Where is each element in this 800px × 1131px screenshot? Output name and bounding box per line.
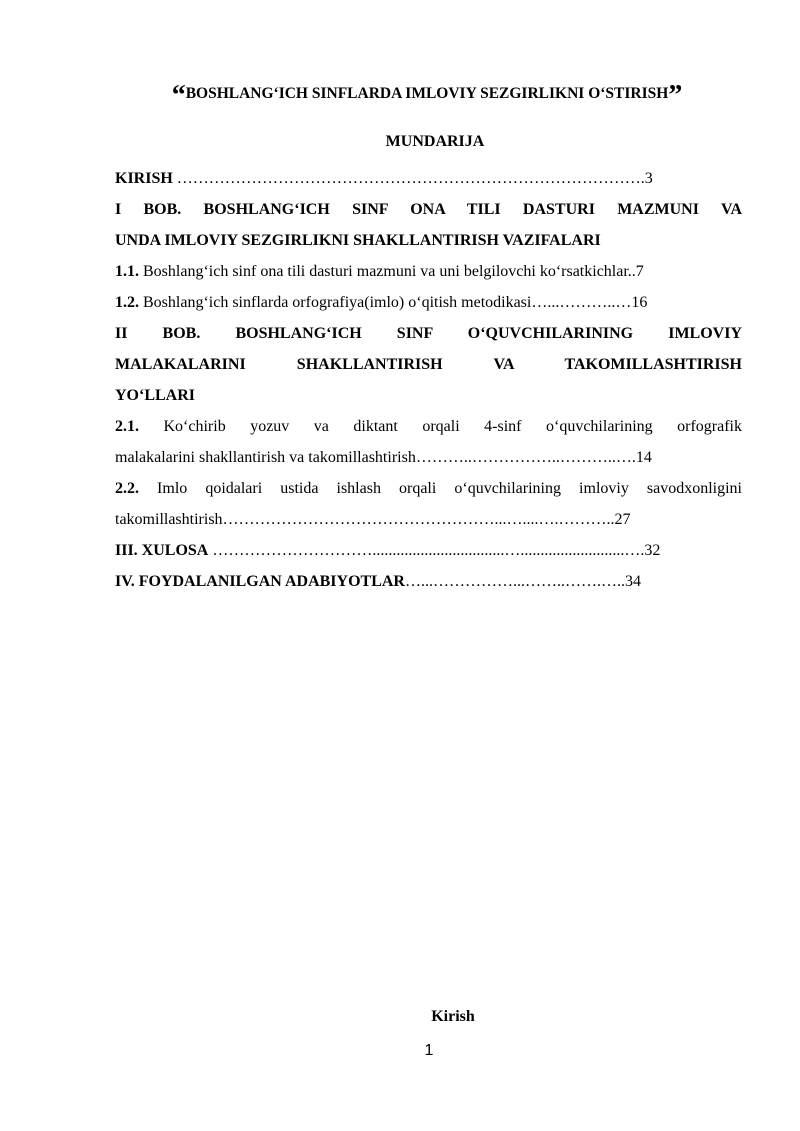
toc-section-line: takomillashtirish……………………………………………...…....….………..27 [115, 511, 631, 528]
toc-entry-section-2-2[interactable] [115, 473, 742, 535]
toc-entry-title: KIRISH [115, 170, 173, 187]
toc-entry-title: IV. FOYDALANILGAN ADABIYOTLAR [115, 573, 405, 590]
toc-entry-title: III. XULOSA [115, 542, 209, 559]
toc-section-number: 1.2. [115, 294, 139, 311]
toc-chapter-line: YO‘LLARI [115, 387, 196, 404]
toc-section-text: Imlo qoidalari ustida ishlash orqali o‘quvchilarining imloviy savodxonligini [139, 480, 742, 497]
toc-entry-intro[interactable] [115, 163, 742, 194]
toc-chapter-line: II BOB. BOSHLANG‘ICH SINF O‘QUVCHILARINING IMLOVIY [115, 325, 742, 342]
toc-section-number: 2.1. [115, 418, 139, 435]
toc-entry-chapter-1[interactable] [115, 194, 742, 256]
toc-section-line [115, 411, 742, 442]
title-close-quote: ” [668, 80, 683, 111]
toc-section-text: Ko‘chirib yozuv va diktant orqali 4-sinf o‘quvchilarining orfografik [139, 418, 742, 435]
toc-section-text: Boshlang‘ich sinflarda orfografiya(imlo) o‘qitish metodikasi…...………..…16 [139, 294, 648, 311]
toc-section-number: 2.2. [115, 480, 139, 497]
toc-leader: ………………………….................................…..........................….32 [208, 542, 661, 559]
page-number: 1 [424, 1042, 434, 1059]
toc-leader: …...……………...……..…….…..34 [404, 573, 641, 590]
toc-chapter-line: UNDA IMLOVIY SEZGIRLIKNI SHAKLLANTIRISH VAZIFALARI [115, 232, 601, 249]
toc-entry-conclusion[interactable] [115, 535, 742, 566]
toc-chapter-line: MALAKALARINI SHAKLLANTIRISH VA TAKOMILLASHTIRISH [115, 356, 742, 373]
toc-leader: …………………………………………………………………………… [172, 170, 641, 187]
toc-chapter-line: I BOB. BOSHLANG‘ICH SINF ONA TILI DASTURI MAZMUNI VA [115, 201, 742, 218]
toc-entry-section-1-1[interactable] [115, 256, 742, 287]
document-title [0, 80, 800, 112]
toc-section-line: malakalarini shakllantirish va takomillashtirish………..……………..………..….14 [115, 449, 652, 466]
toc-section-text: Boshlang‘ich sinf ona tili dasturi mazmuni va uni belgilovchi ko‘rsatkichlar..7 [139, 263, 644, 280]
toc-entry-references[interactable] [115, 566, 742, 597]
toc-heading: MUNDARIJA [385, 133, 485, 150]
section-heading: Kirish [431, 1008, 475, 1025]
table-of-contents [115, 163, 742, 597]
toc-section-number: 1.1. [115, 263, 139, 280]
toc-entry-chapter-2[interactable] [115, 318, 742, 411]
toc-entry-section-1-2[interactable] [115, 287, 742, 318]
title-text: BOSHLANG‘ICH SINFLARDA IMLOVIY SEZGIRLIKNI O‘STIRISH [185, 85, 669, 102]
toc-entry-section-2-1[interactable] [115, 411, 742, 473]
title-open-quote: “ [171, 80, 186, 111]
toc-page-number: .3 [640, 170, 653, 187]
toc-section-line [115, 473, 742, 504]
